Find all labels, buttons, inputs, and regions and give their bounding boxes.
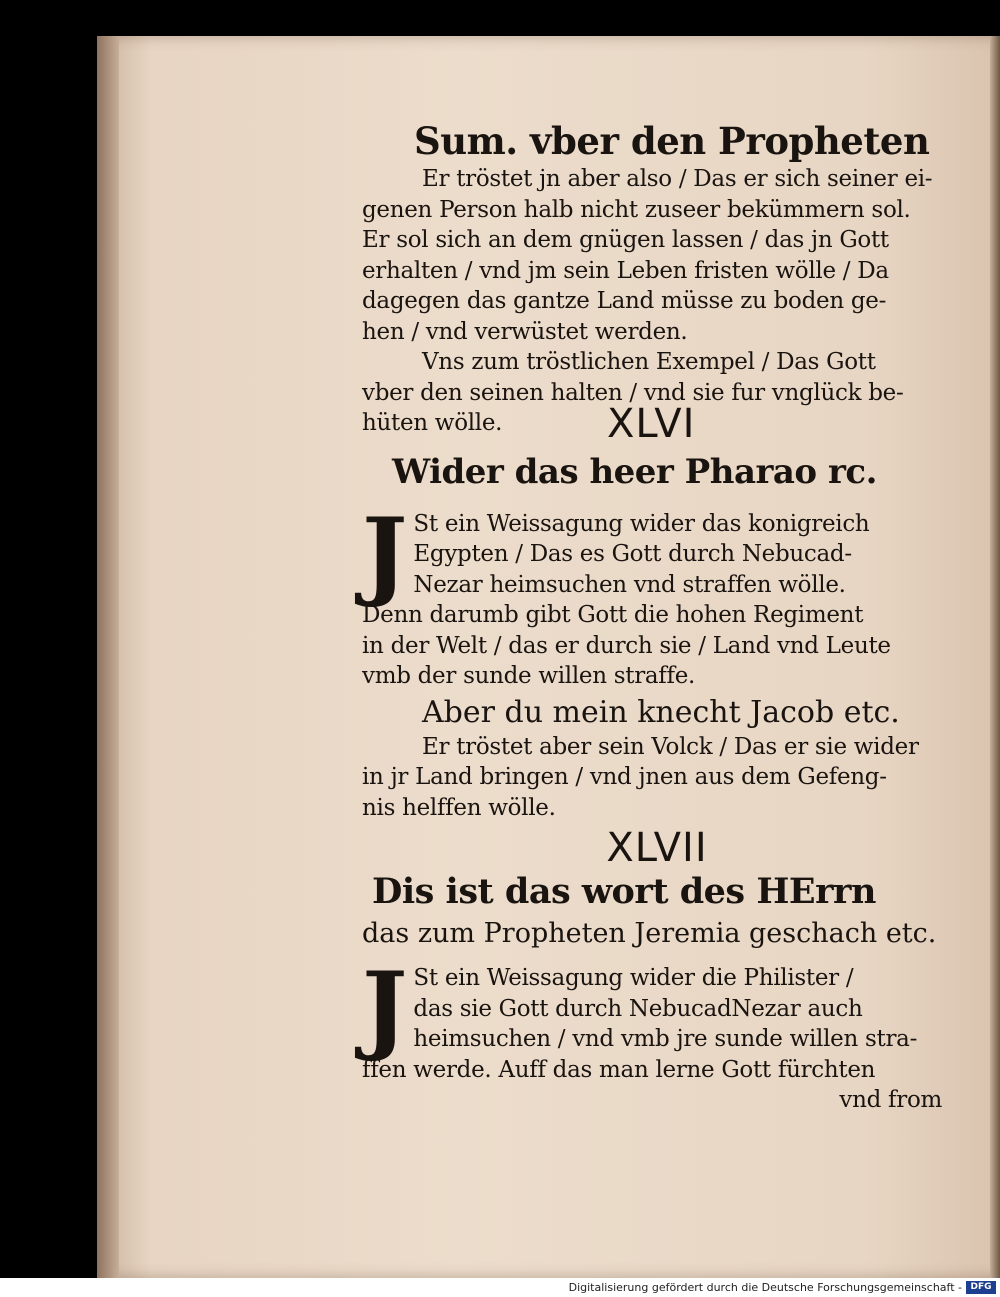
paragraph-2	[362, 347, 952, 447]
text-line: heimsuchen / vnd vmb jre sunde willen stra-	[413, 1026, 918, 1052]
text-line: St ein Weissagung wider die Philister /	[413, 965, 854, 991]
text-line: in der Welt / das er durch sie / Land vnd Leute	[362, 632, 891, 659]
drop-cap: J	[362, 496, 408, 610]
text-line: dagegen das gantze Land müsse zu boden ge-	[362, 288, 887, 314]
digitization-credit	[0, 1278, 1000, 1297]
text-line: hen / vnd verwüstet werden.	[362, 318, 688, 345]
text-line: Egypten / Das es Gott durch Nebucad-	[413, 541, 852, 567]
chapter-47-numeral: XLVII	[606, 825, 708, 871]
chapter-46-subheading: Aber du mein knecht Jacob etc.	[422, 694, 900, 730]
text-line: vber den seinen halten / vnd sie fur vnglück be-	[362, 379, 904, 406]
text-line: nis helffen wölle.	[362, 794, 556, 821]
page-text	[362, 118, 952, 1116]
dfg-logo-icon[interactable]: DFG	[966, 1281, 996, 1294]
text-line: erhalten / vnd jm sein Leben fristen wölle / Da	[362, 257, 889, 284]
text-line: das sie Gott durch NebucadNezar auch	[413, 995, 863, 1022]
text-line: Vns zum tröstlichen Exempel / Das Gott	[422, 349, 876, 375]
text-line: genen Person halb nicht zuseer bekümmern sol.	[362, 196, 911, 223]
credit-text: Digitalisierung gefördert durch die Deutsche Forschungsgemeinschaft -	[568, 1281, 962, 1294]
chapter-46-numeral: XLVI	[607, 401, 696, 447]
text-line: in jr Land bringen / vnd jnen aus dem Gefeng-	[362, 764, 887, 790]
text-line: St ein Weissagung wider das konigreich	[413, 510, 870, 537]
chapter-46-paragraph	[362, 496, 952, 692]
chapter-46-paragraph-2	[362, 732, 952, 824]
text-line: Denn darumb gibt Gott die hohen Regiment	[362, 602, 864, 628]
running-title: Sum. vber den Propheten	[414, 119, 930, 163]
catchword: vnd from	[839, 1087, 942, 1113]
text-line: hüten wölle.	[362, 410, 503, 436]
page-gutter-edge	[97, 36, 119, 1278]
drop-cap: J	[362, 951, 408, 1064]
text-line: vmb der sunde willen straffe.	[362, 663, 696, 689]
text-line: ffen werde. Auff das man lerne Gott fürchten	[362, 1056, 876, 1083]
text-line: Er sol sich an dem gnügen lassen / das jn Gott	[362, 227, 889, 253]
text-line: Nezar heimsuchen vnd straffen wölle.	[413, 571, 846, 598]
chapter-47-title: Dis ist das wort des HErrn	[372, 871, 876, 912]
chapter-47-paragraph	[362, 951, 952, 1085]
text-line: Er tröstet aber sein Volck / Das er sie wider	[422, 733, 919, 760]
page-right-edge	[990, 36, 1000, 1278]
chapter-47-subtitle: das zum Propheten Jeremia geschach etc.	[362, 918, 937, 949]
chapter-46-title: Wider das heer Pharao rc.	[392, 451, 877, 492]
text-line: Er tröstet jn aber also / Das er sich seiner ei-	[422, 166, 933, 192]
paragraph-1	[362, 164, 952, 347]
